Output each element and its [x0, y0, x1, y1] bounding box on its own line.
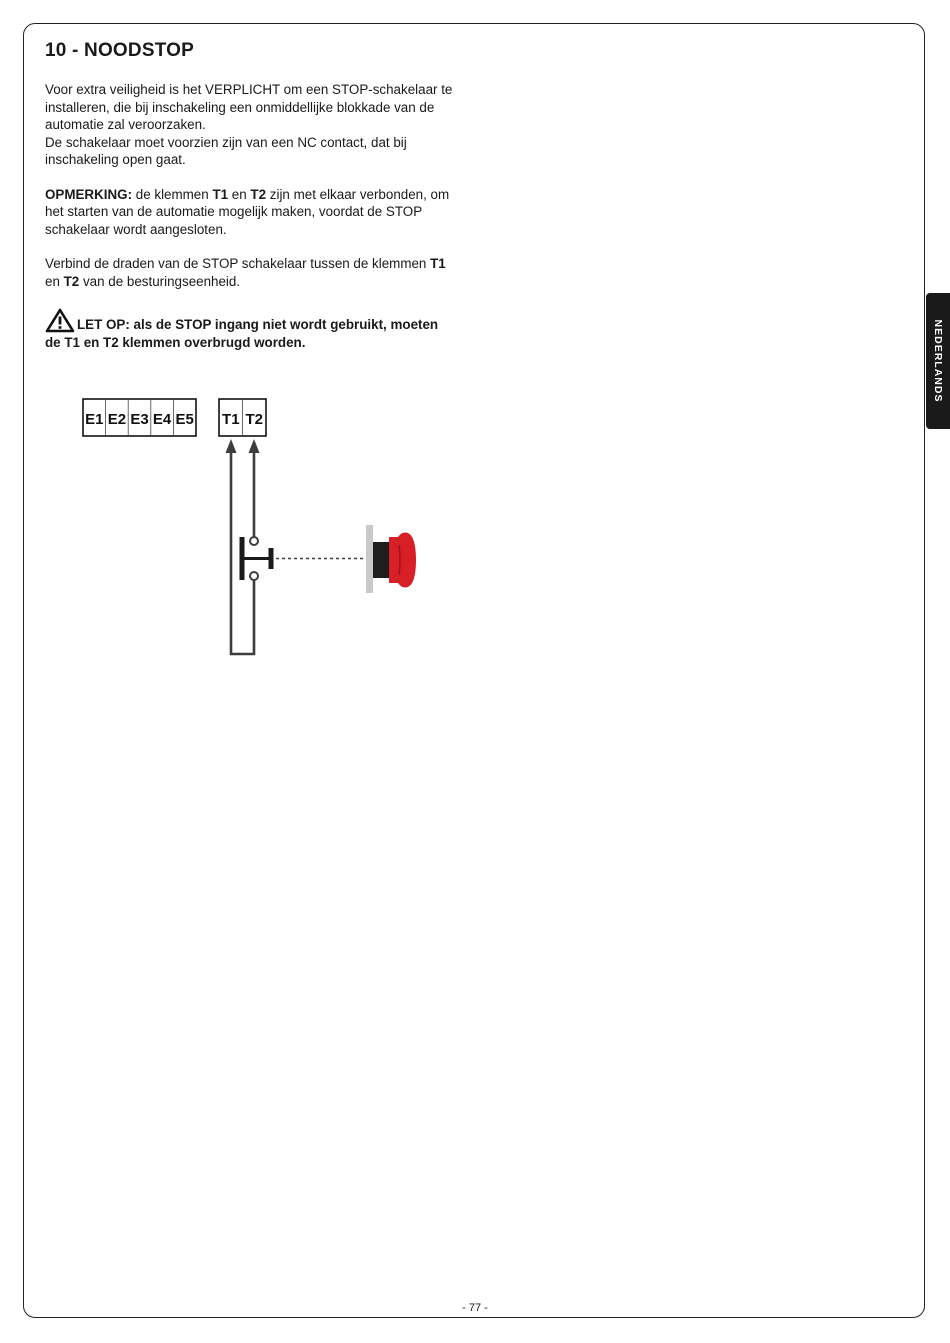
terminal-label: E5 [175, 411, 194, 428]
warning-text: LET OP: als de STOP ingang niet wordt gebruikt, moeten de T1 en T2 klemmen overbrugd worden. [45, 317, 439, 350]
language-label: NEDERLANDS [932, 319, 944, 403]
note-text-a: de klemmen [132, 186, 213, 202]
terminal-block-e [83, 399, 196, 436]
page-number: - 77 - [462, 1302, 488, 1314]
emergency-stop-button-icon [366, 525, 416, 593]
terminal-label: E2 [107, 411, 127, 428]
wiring-t1: T1 [430, 256, 446, 271]
note-t2: T2 [250, 186, 267, 202]
intro-text-2: De schakelaar moet voorzien zijn van een NC contact, dat bij inschakeling open gaat. [45, 134, 407, 167]
section-title: 10 - NOODSTOP [45, 40, 195, 61]
arrow-up-icon [226, 439, 237, 453]
terminal-label: E4 [152, 411, 172, 428]
language-tab [926, 293, 950, 429]
wiring-text-a: Verbind de draden van de STOP schakelaar tussen de klemmen [45, 256, 431, 271]
wiring-text-b: en [45, 273, 64, 289]
terminal-label: T2 [245, 411, 263, 428]
terminal-block-t [219, 399, 266, 436]
arrow-up-icon [249, 439, 260, 453]
note-t1: T1 [212, 186, 229, 202]
note-text-c: zijn met elkaar verbonden, om het starten van de automatie mogelijk maken, voordat de STOP schakelaar wordt aangesloten. [45, 186, 450, 237]
intro-text-1: Voor extra veiligheid is het VERPLICHT om een STOP-schakelaar te installeren, die bij inschakeling een onmiddellijke blokkade van de automatie zal veroorzaken. [45, 82, 453, 132]
wiring-t2: T2 [63, 273, 80, 289]
wiring-text-c: van de besturingseenheid. [79, 273, 241, 289]
terminal-label: E3 [130, 411, 149, 428]
terminal-label: T1 [222, 411, 240, 428]
nc-switch-symbol [242, 537, 271, 580]
terminal-label: E1 [85, 411, 104, 428]
note-label: OPMERKING: [45, 186, 133, 202]
note-text-b: en [228, 186, 251, 202]
